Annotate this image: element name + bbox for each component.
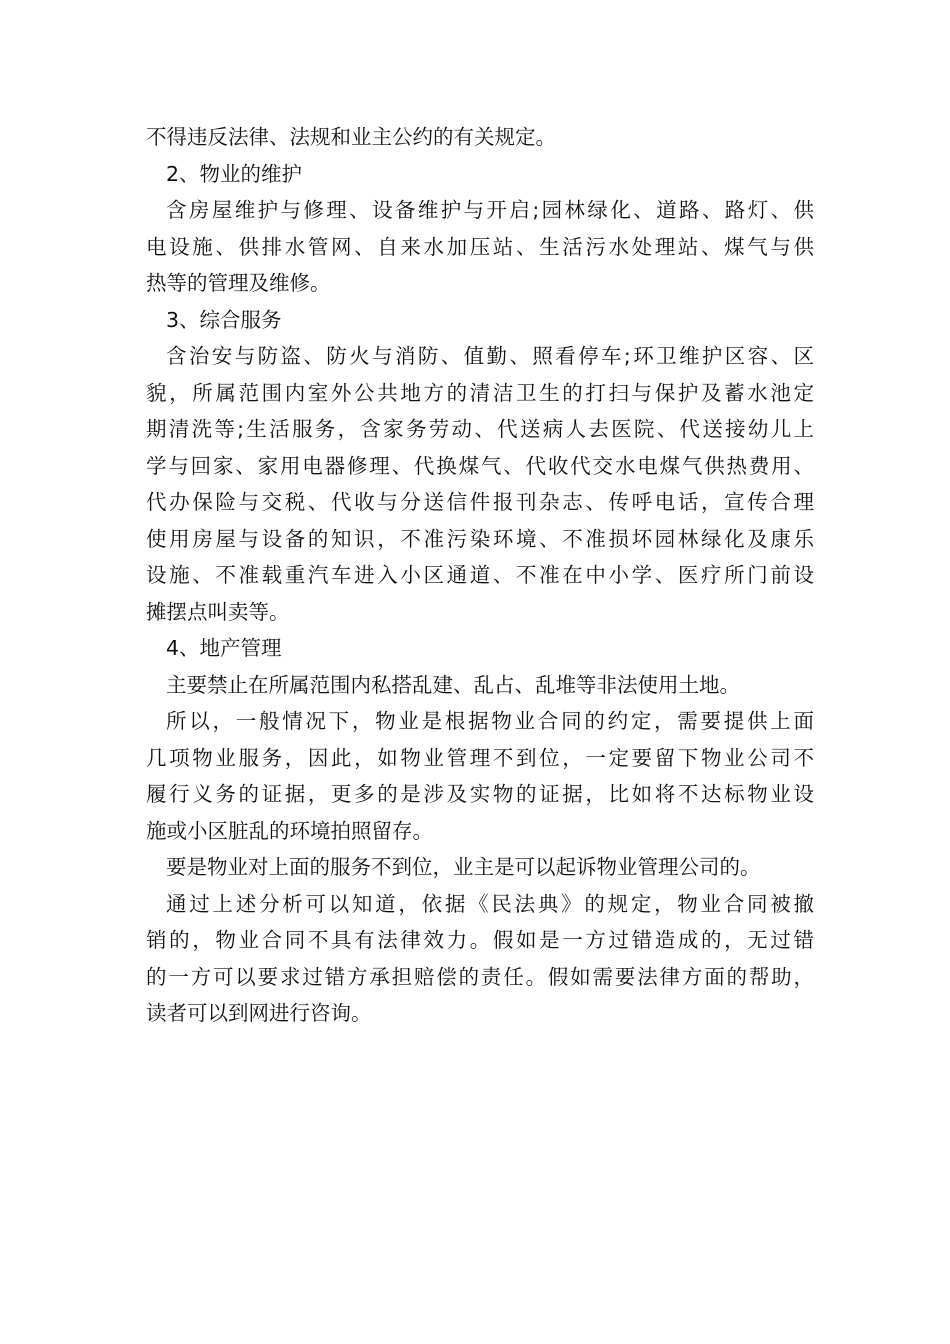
text-line: 学与回家、家用电器修理、代换煤气、代收代交水电煤气供热费用、	[146, 453, 814, 478]
text-line: 主要禁止在所属范围内私搭乱建、乱占、乱堆等非法使用土地。	[166, 672, 740, 697]
text-line: 履行义务的证据，更多的是涉及实物的证据，比如将不达标物业设	[146, 782, 814, 806]
text-line: 摊摆点叫卖等。	[146, 599, 290, 624]
text-line: 读者可以到网进行咨询。	[146, 1001, 372, 1025]
text-line: 几项物业服务，因此，如物业管理不到位，一定要留下物业公司不	[146, 745, 814, 770]
text-line: 设施、不准载重汽车进入小区通道、不准在中小学、医疗所门前设	[146, 563, 814, 587]
text-line: 期清洗等;生活服务，含家务劳动、代送病人去医院、代送接幼儿上	[146, 417, 814, 441]
text-line: 使用房屋与设备的知识，不准污染环境、不准损坏园林绿化及康乐	[146, 526, 814, 551]
text-line: 电设施、供排水管网、自来水加压站、生活污水处理站、煤气与供	[146, 234, 814, 259]
text-line: 含治安与防盗、防火与消防、值勤、照看停车;环卫维护区容、区	[166, 344, 814, 368]
text-line: 施或小区脏乱的环境拍照留存。	[146, 818, 433, 843]
text-line: 代办保险与交税、代收与分送信件报刊杂志、传呼电话，宣传合理	[146, 490, 814, 514]
text-line: 所以，一般情况下，物业是根据物业合同的约定，需要提供上面	[166, 709, 814, 733]
text-line: 热等的管理及维修。	[146, 271, 331, 295]
text-line: 的一方可以要求过错方承担赔偿的责任。假如需要法律方面的帮助，	[146, 964, 814, 989]
section-heading-maintenance: 2、物业的维护	[166, 161, 303, 186]
section-heading-services: 3、综合服务	[166, 307, 282, 332]
section-heading-land: 4、地产管理	[166, 636, 282, 660]
text-line: 不得违反法律、法规和业主公约的有关规定。	[146, 125, 556, 149]
document-body	[146, 119, 814, 1032]
text-line: 销的，物业合同不具有法律效力。假如是一方过错造成的，无过错	[146, 928, 814, 952]
text-line: 含房屋维护与修理、设备维护与开启;园林绿化、道路、路灯、供	[166, 198, 814, 222]
text-line: 通过上述分析可以知道，依据《民法典》的规定，物业合同被撤	[166, 891, 814, 916]
text-line: 要是物业对上面的服务不到位，业主是可以起诉物业管理公司的。	[166, 855, 761, 879]
text-line: 貌，所属范围内室外公共地方的清洁卫生的打扫与保护及蓄水池定	[146, 380, 814, 405]
